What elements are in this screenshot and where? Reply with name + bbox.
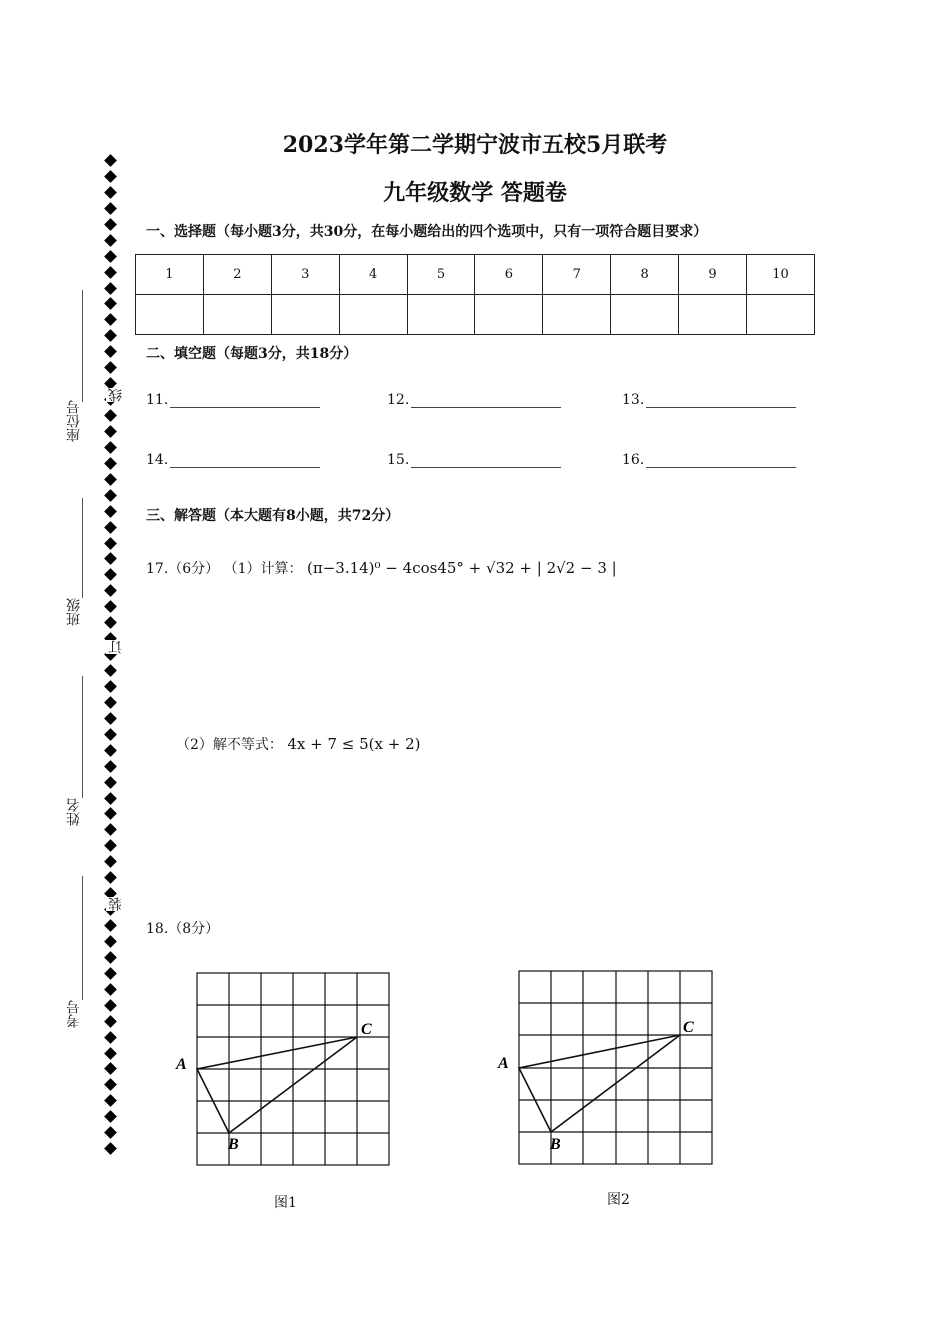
exam-number-label: 考号 bbox=[66, 1000, 82, 1028]
binding-diamond bbox=[104, 170, 117, 183]
binding-diamond bbox=[104, 808, 117, 821]
class-label: 班级 bbox=[66, 598, 82, 626]
question-17-part-1 bbox=[146, 558, 617, 578]
choice-number: 5 bbox=[407, 255, 475, 295]
choice-number: 1 bbox=[136, 255, 204, 295]
binding-diamond bbox=[104, 871, 117, 884]
question-18-label: 18.（8分） bbox=[146, 921, 220, 937]
binding-diamond bbox=[104, 728, 117, 741]
binding-diamond bbox=[104, 712, 117, 725]
choice-number: 3 bbox=[271, 255, 339, 295]
point-c-label: C bbox=[683, 1019, 694, 1036]
triangle-abc bbox=[197, 1037, 357, 1133]
triangle-abc bbox=[519, 1035, 680, 1132]
question-17-part-1-expression: (π−3.14)⁰ − 4cos45° + √32 + | 2√2 − 3 | bbox=[307, 559, 617, 577]
choice-number: 6 bbox=[475, 255, 543, 295]
class-field[interactable] bbox=[82, 498, 83, 598]
fill-item-number: 14. bbox=[146, 452, 169, 468]
section-1-heading: 一、选择题（每小题3分，共30分，在每小题给出的四个选项中，只有一项符合题目要求） bbox=[146, 224, 708, 240]
choice-answer-cell[interactable] bbox=[339, 295, 407, 335]
question-17-part-1-label: （1）计算： bbox=[223, 561, 303, 577]
binding-diamond bbox=[104, 999, 117, 1012]
choice-number-row bbox=[136, 255, 815, 295]
question-17-part-2-label: （2）解不等式： bbox=[176, 737, 283, 753]
answer-area-17-2[interactable] bbox=[146, 765, 816, 905]
fill-item-14 bbox=[146, 452, 320, 468]
binding-diamond bbox=[104, 744, 117, 757]
section-3-heading: 三、解答题（本大题有8小题，共72分） bbox=[146, 508, 400, 524]
binding-diamond bbox=[104, 1142, 117, 1155]
point-a-label: A bbox=[176, 1056, 187, 1073]
fill-item-number: 15. bbox=[387, 452, 410, 468]
binding-diamond bbox=[104, 473, 117, 486]
fill-blank[interactable] bbox=[646, 393, 796, 408]
fill-item-number: 13. bbox=[622, 392, 645, 408]
binding-diamond bbox=[104, 776, 117, 789]
binding-diamond bbox=[104, 505, 117, 518]
fill-item-16 bbox=[622, 452, 796, 468]
binding-mark-line: 线 bbox=[108, 388, 124, 402]
binding-diamond bbox=[104, 1031, 117, 1044]
binding-diamond bbox=[104, 329, 117, 342]
binding-diamond bbox=[104, 361, 117, 374]
seat-number-label: 座位号 bbox=[66, 400, 82, 442]
binding-diamond bbox=[104, 521, 117, 534]
binding-diamond bbox=[104, 569, 117, 582]
grid-lines bbox=[519, 971, 712, 1164]
fill-blank[interactable] bbox=[170, 453, 320, 468]
binding-diamond bbox=[104, 616, 117, 629]
binding-diamond bbox=[104, 1063, 117, 1076]
binding-diamond bbox=[104, 1047, 117, 1060]
seat-number-field[interactable] bbox=[82, 290, 83, 402]
binding-diamond bbox=[104, 584, 117, 597]
binding-diamond bbox=[104, 186, 117, 199]
choice-answer-cell[interactable] bbox=[475, 295, 543, 335]
answer-area-17-1[interactable] bbox=[146, 590, 816, 720]
binding-diamond bbox=[104, 345, 117, 358]
exam-number-field[interactable] bbox=[82, 876, 83, 1000]
fill-item-13 bbox=[622, 392, 796, 408]
section-2-heading: 二、填空题（每题3分，共18分） bbox=[146, 346, 358, 362]
question-17-part-2 bbox=[176, 734, 421, 754]
binding-diamond bbox=[104, 154, 117, 167]
binding-diamond bbox=[104, 1110, 117, 1123]
binding-diamond bbox=[104, 298, 117, 311]
binding-diamond bbox=[104, 664, 117, 677]
binding-diamond bbox=[104, 792, 117, 805]
binding-diamond bbox=[104, 839, 117, 852]
fill-blank[interactable] bbox=[170, 393, 320, 408]
binding-diamond bbox=[104, 489, 117, 502]
binding-diamond bbox=[104, 935, 117, 948]
binding-diamond bbox=[104, 425, 117, 438]
choice-answer-cell[interactable] bbox=[679, 295, 747, 335]
binding-diamond-strip bbox=[102, 156, 120, 1160]
binding-diamond bbox=[104, 553, 117, 566]
binding-diamond bbox=[104, 457, 117, 470]
choice-answer-cell[interactable] bbox=[407, 295, 475, 335]
binding-diamond bbox=[104, 680, 117, 693]
binding-diamond bbox=[104, 951, 117, 964]
binding-diamond bbox=[104, 1015, 117, 1028]
choice-answer-cell[interactable] bbox=[611, 295, 679, 335]
grid-figure-2 bbox=[493, 963, 723, 1173]
choice-answer-cell[interactable] bbox=[747, 295, 815, 335]
choice-number: 8 bbox=[611, 255, 679, 295]
fill-item-15 bbox=[387, 452, 561, 468]
point-c-label: C bbox=[361, 1021, 372, 1038]
choice-number: 2 bbox=[203, 255, 271, 295]
fill-item-number: 12. bbox=[387, 392, 410, 408]
name-field[interactable] bbox=[82, 676, 83, 798]
binding-diamond bbox=[104, 1094, 117, 1107]
fill-item-number: 16. bbox=[622, 452, 645, 468]
point-a-label: A bbox=[498, 1055, 509, 1072]
binding-mark-staple: 订 bbox=[108, 640, 124, 654]
name-label: 姓名 bbox=[66, 798, 82, 826]
binding-mark-bind: 装 bbox=[108, 897, 124, 911]
fill-blank[interactable] bbox=[411, 393, 561, 408]
binding-diamond bbox=[104, 760, 117, 773]
point-b-label: B bbox=[228, 1136, 239, 1153]
choice-number: 4 bbox=[339, 255, 407, 295]
binding-diamond bbox=[104, 282, 117, 295]
binding-diamond bbox=[104, 537, 117, 550]
question-17-part-2-expression: 4x + 7 ≤ 5(x + 2) bbox=[287, 735, 421, 753]
binding-diamond bbox=[104, 266, 117, 279]
binding-diamond bbox=[104, 1126, 117, 1139]
binding-diamond bbox=[104, 218, 117, 231]
point-b-label: B bbox=[550, 1136, 561, 1153]
choice-answer-cell[interactable] bbox=[136, 295, 204, 335]
figure-1-caption: 图1 bbox=[274, 1195, 297, 1211]
answer-sheet-title: 九年级数学 答题卷 bbox=[383, 180, 567, 206]
binding-diamond bbox=[104, 1079, 117, 1092]
choice-answer-row bbox=[136, 295, 815, 335]
exam-title: 2023学年第二学期宁波市五校5月联考 bbox=[282, 132, 668, 158]
choice-answer-cell[interactable] bbox=[543, 295, 611, 335]
binding-diamond bbox=[104, 696, 117, 709]
fill-item-number: 11. bbox=[146, 392, 169, 408]
fill-blank[interactable] bbox=[646, 453, 796, 468]
binding-diamond bbox=[104, 600, 117, 613]
question-17-label: 17.（6分） bbox=[146, 561, 220, 577]
choice-answer-cell[interactable] bbox=[271, 295, 339, 335]
fill-item-11 bbox=[146, 392, 320, 408]
binding-diamond bbox=[104, 441, 117, 454]
choice-answer-table bbox=[135, 254, 815, 335]
binding-diamond bbox=[104, 919, 117, 932]
choice-answer-cell[interactable] bbox=[203, 295, 271, 335]
binding-diamond bbox=[104, 855, 117, 868]
figure-2-caption: 图2 bbox=[607, 1192, 630, 1208]
binding-diamond bbox=[104, 314, 117, 327]
binding-diamond bbox=[104, 409, 117, 422]
binding-diamond bbox=[104, 983, 117, 996]
binding-diamond bbox=[104, 967, 117, 980]
choice-number: 7 bbox=[543, 255, 611, 295]
fill-item-12 bbox=[387, 392, 561, 408]
binding-diamond bbox=[104, 250, 117, 263]
binding-diamond bbox=[104, 234, 117, 247]
binding-diamond bbox=[104, 202, 117, 215]
grid-figure-1 bbox=[170, 965, 400, 1175]
grid-lines bbox=[197, 973, 389, 1165]
choice-number: 9 bbox=[679, 255, 747, 295]
binding-diamond bbox=[104, 824, 117, 837]
choice-number: 10 bbox=[747, 255, 815, 295]
fill-blank[interactable] bbox=[411, 453, 561, 468]
